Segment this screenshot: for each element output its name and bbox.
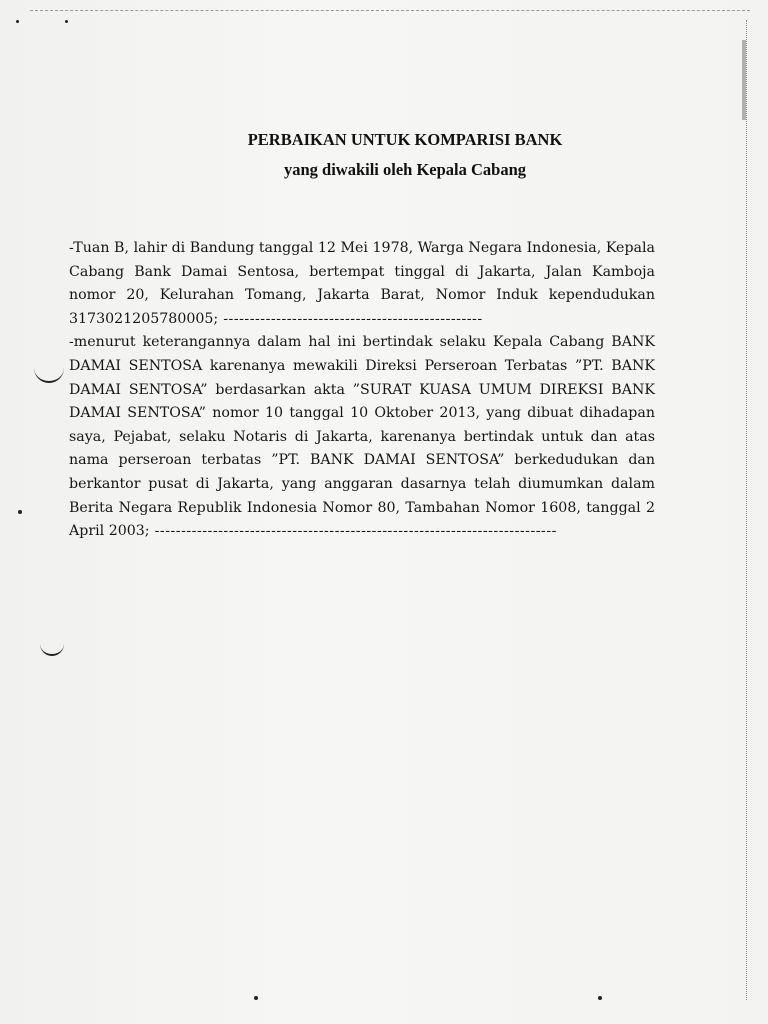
paragraph-party xyxy=(69,237,655,331)
scan-speck xyxy=(254,996,258,1000)
document-title: PERBAIKAN UNTUK KOMPARISI BANK xyxy=(247,130,563,149)
document-body xyxy=(69,237,655,544)
paragraph-authority-fill: ---------------------------------------------------------------------------- xyxy=(149,523,557,540)
scan-speck xyxy=(16,20,19,23)
handwritten-mark xyxy=(34,367,64,383)
handwritten-mark xyxy=(40,640,64,656)
document-subtitle: yang diwakili oleh Kepala Cabang xyxy=(283,160,527,179)
paragraph-authority-text: -menurut keterangannya dalam hal ini bertindak selaku Kepala Cabang BANK DAMAI SENTOSA karenanya mewakili Direksi Perseroan Terbatas ”PT. BANK DAMAI SENTOSA” berdasarkan akta ”SURAT KUASA UMUM DIREKSI BANK DAMAI SENTOSA” nomor 10 tanggal 10 Oktober 2013, yang dibuat dihadapan saya, Pejabat, selaku Notaris di Jakarta, karenanya bertindak untuk dan atas nama perseroan terbatas ”PT. BANK DAMAI SENTOSA” berkedudukan dan berkantor pusat di Jakarta, yang anggaran dasarnya telah diumumkan dalam Berita Negara Republik Indonesia Nomor 80, Tambahan Nomor 1608, tanggal 2 April 2003; xyxy=(69,334,655,540)
scan-speck xyxy=(18,510,22,514)
paragraph-party-text: -Tuan B, lahir di Bandung tanggal 12 Mei 1978, Warga Negara Indonesia, Kepala Cabang Bank Damai Sentosa, bertempat tinggal di Jakarta, Jalan Kamboja nomor 20, Kelurahan Tomang, Jakarta Barat, Nomor Induk kependudukan 3173021205780005; xyxy=(69,240,655,327)
scan-top-rule xyxy=(30,10,750,11)
scan-speck xyxy=(598,996,602,1000)
scan-speck xyxy=(65,20,68,23)
paragraph-authority xyxy=(69,331,655,543)
paragraph-party-fill: ------------------------------------------------- xyxy=(218,310,483,327)
scan-edge-smudge xyxy=(742,40,746,120)
